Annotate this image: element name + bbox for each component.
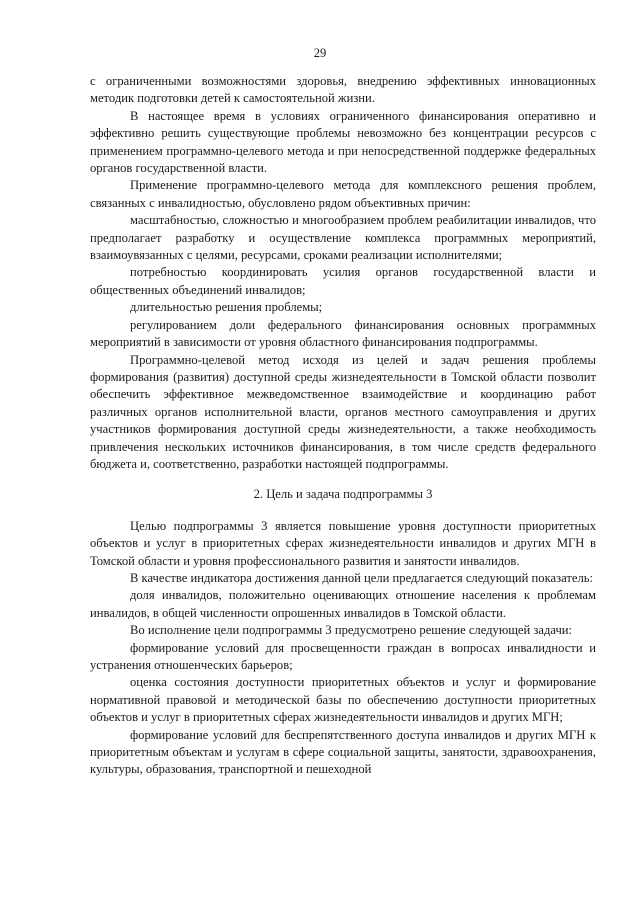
section-heading: 2. Цель и задача подпрограммы 3: [253, 487, 433, 502]
page-number: 29: [313, 46, 327, 60]
paragraph: потребностью координировать усилия органов государственной власти и общественных объединений инвалидов;: [90, 265, 596, 297]
paragraph: длительностью решения проблемы;: [130, 300, 323, 315]
paragraph: Во исполнение цели подпрограммы 3 предусмотрено решение следующей задачи:: [130, 623, 573, 638]
paragraph: масштабностью, сложностью и многообразием проблем реабилитации инвалидов, что предполагает разработку и осуществление комплекса программных мероприятий, взаимоувязанных с целями, ресурсами, сроками реализации исполнителями;: [90, 213, 596, 263]
paragraph: Программно-целевой метод исходя из целей и задач решения проблемы формирования (развития) доступной среды жизнедеятельности в Томской области позволит обеспечить эффективное межведомственное взаимодействие и координацию работ различных органов исполнительной власти, органов местного самоуправления и других участников формирования доступной среды жизнедеятельности, а также необходимость привлечения нескольких источников финансирования, в том числе средств федерального бюджета и, соответственно, разработки настоящей подпрограммы.: [90, 352, 596, 471]
paragraph: В качестве индикатора достижения данной цели предлагается следующий показатель:: [130, 570, 593, 585]
paragraph: Целью подпрограммы 3 является повышение уровня доступности приоритетных объектов и услуг в приоритетных сферах жизнедеятельности инвалидов и других МГН в Томской области и уровня профессионального развития и занятости инвалидов.: [90, 518, 596, 568]
paragraph: регулированием доли федерального финансирования основных программных мероприятий в зависимости от уровня областного финансирования подпрограммы.: [90, 317, 596, 350]
paragraph: В настоящее время в условиях ограниченного финансирования оперативно и эффективно решить существующие проблемы невозможно без концентрации ресурсов с применением программно-целевого метода и при непосредственной поддержке федеральных органов государственной власти.: [90, 108, 596, 176]
paragraph: оценка состояния доступности приоритетных объектов и услуг и формирование нормативной правовой и методической базы по обеспечению доступности приоритетных объектов и услуг в приоритетных сферах жизнедеятельности инвалидов и других МГН;: [90, 675, 596, 725]
paragraph: формирование условий для беспрепятственного доступа инвалидов и других МГН к приоритетным объектам и услугам в сфере социальной защиты, занятости, здравоохранения, культуры, образования, транспортной и пешеходной: [90, 727, 596, 777]
paragraph: с ограниченными возможностями здоровья, внедрению эффективных инновационных методик подготовки детей к самостоятельной жизни.: [90, 74, 596, 106]
paragraph: доля инвалидов, положительно оценивающих отношение населения к проблемам инвалидов, в общей численности опрошенных инвалидов в Томской области.: [90, 588, 596, 620]
paragraph: Применение программно-целевого метода для комплексного решения проблем, связанных с инвалидностью, обусловлено рядом объективных причин:: [90, 178, 596, 210]
body-text: [90, 73, 596, 779]
paragraph: формирование условий для просвещенности граждан в вопросах инвалидности и устранения отношенческих барьеров;: [90, 640, 596, 672]
